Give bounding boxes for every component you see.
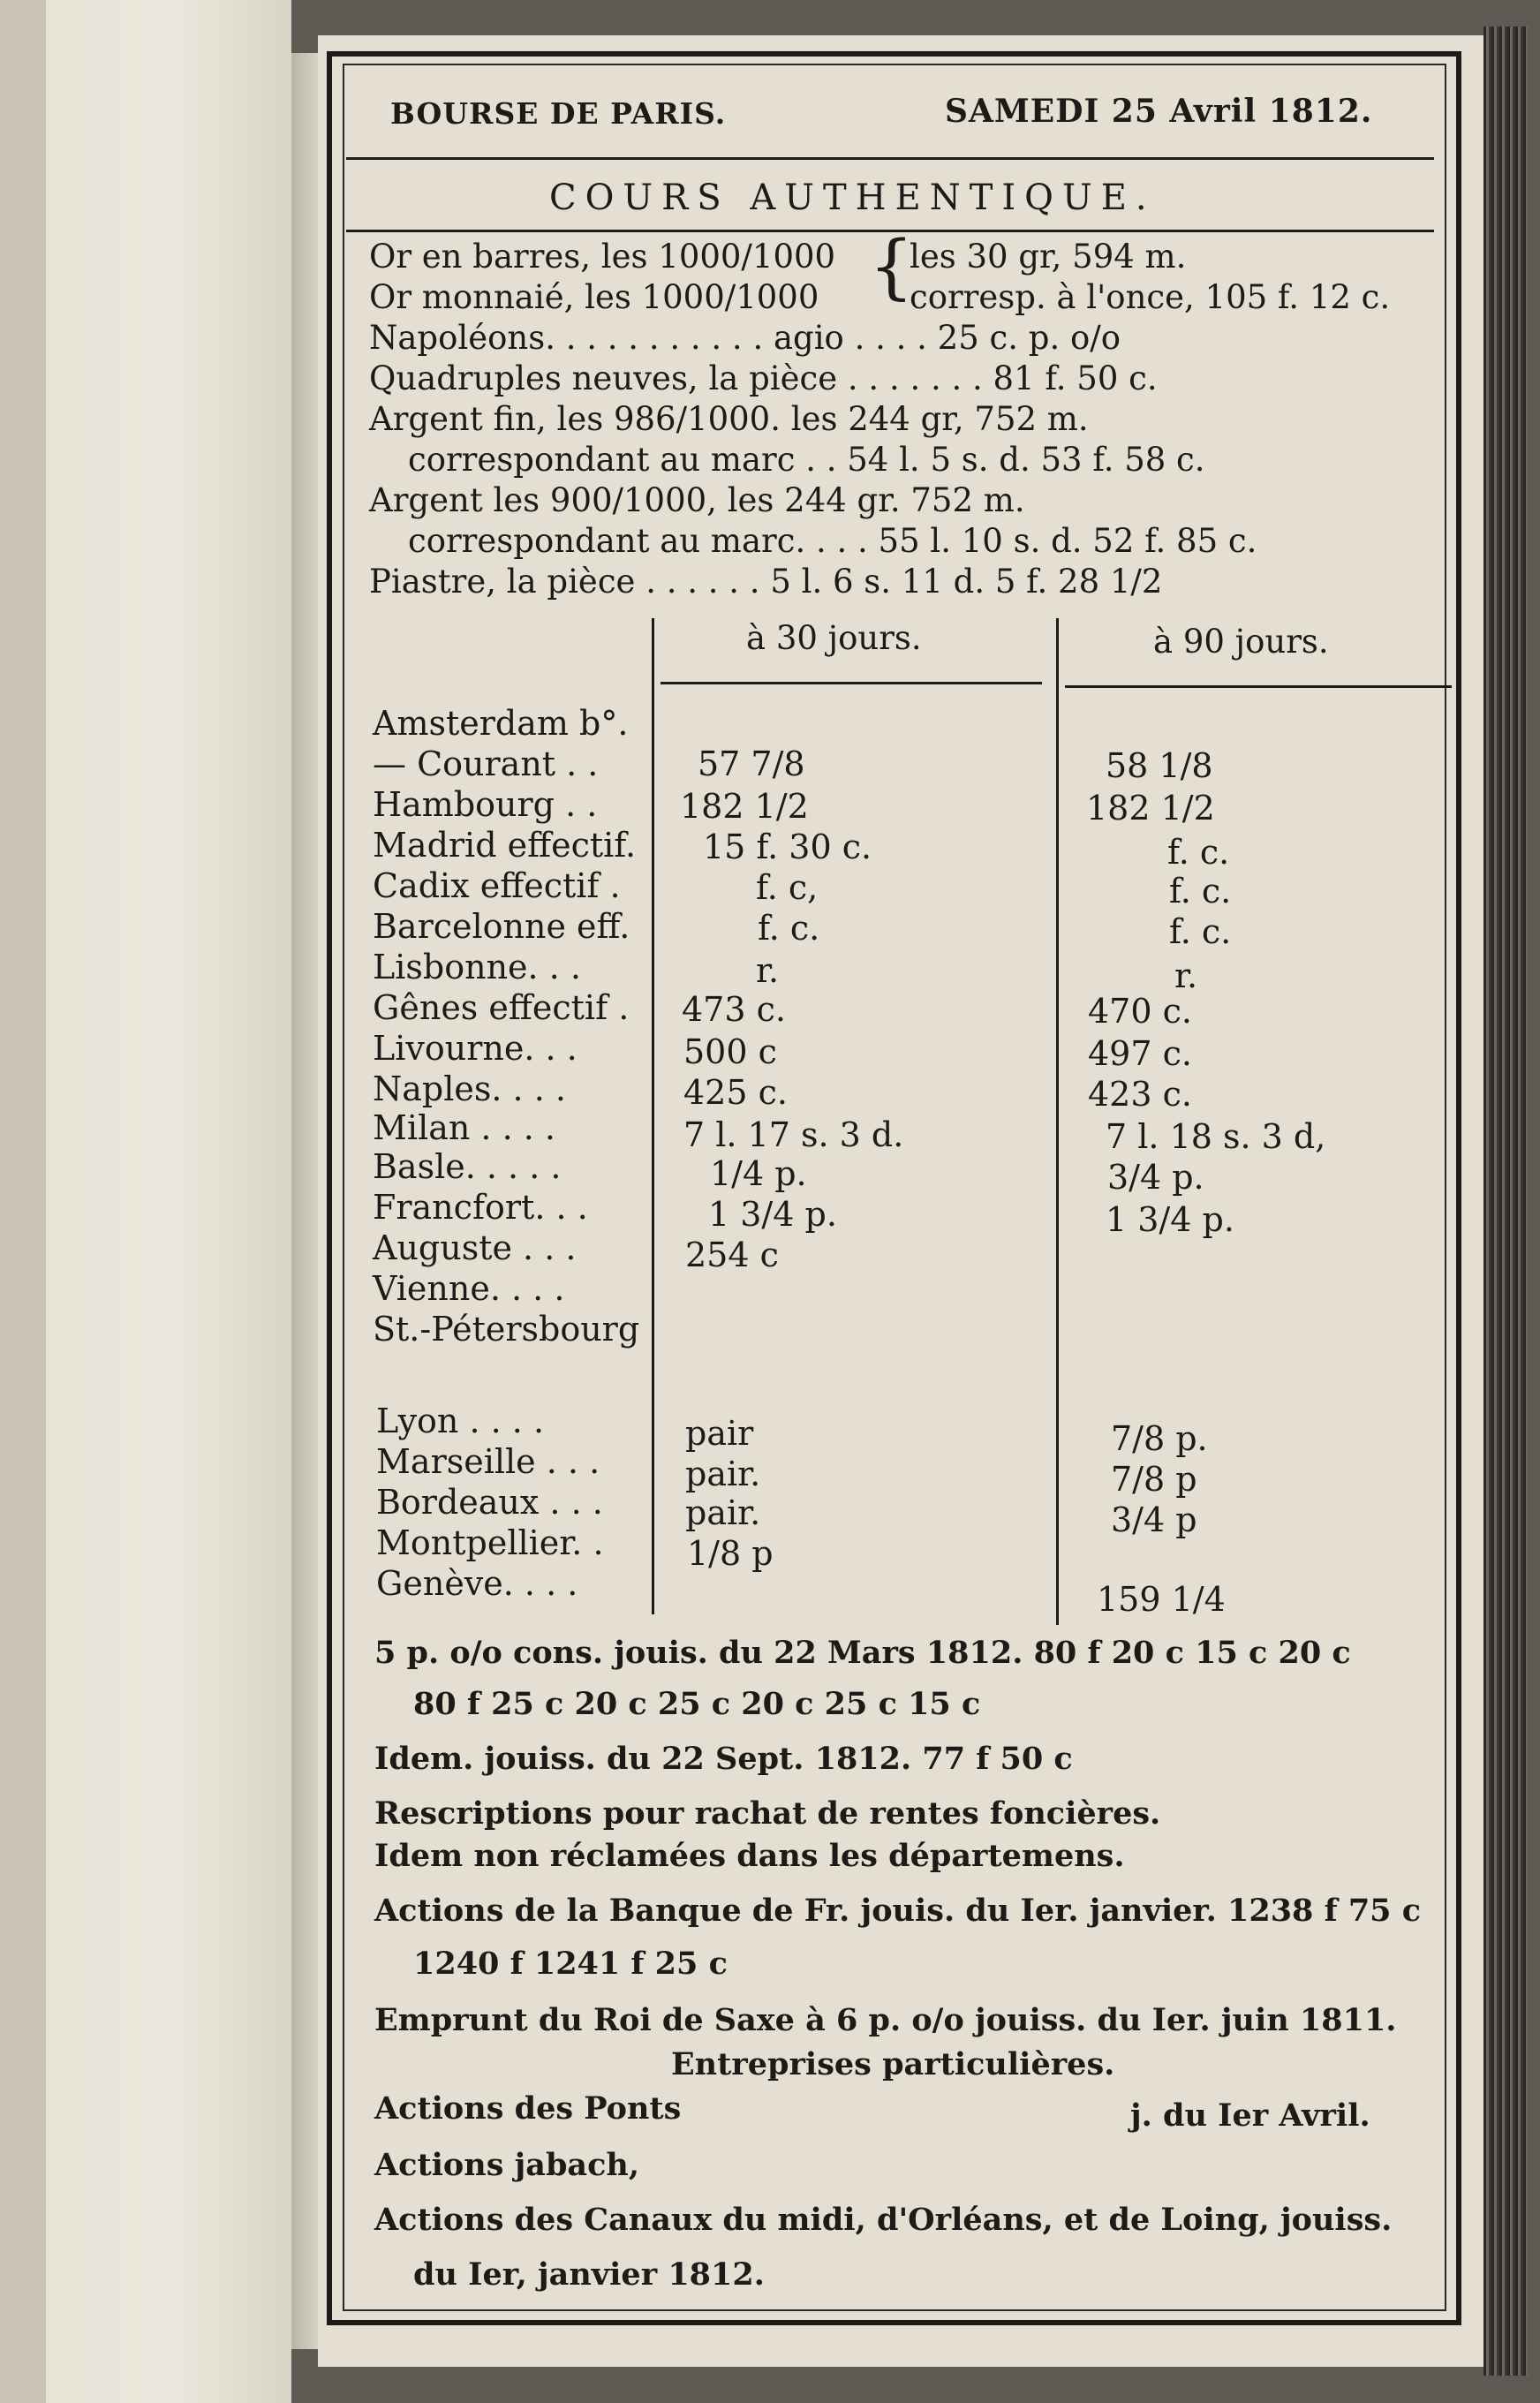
sec-line-5: Idem non réclamées dans les départemens.: [374, 1838, 1125, 1874]
metal-line-3: Napoléons. . . . . . . . . . . agio . . . . 25 c. p. o/o: [369, 319, 1121, 357]
sec-line-7: 1240 f 1241 f 25 c: [413, 1946, 728, 1982]
place-auguste: Auguste . . .: [373, 1228, 577, 1267]
rate30-genes: 473 c.: [682, 990, 786, 1029]
rate30-barcelonne: f. c.: [758, 909, 820, 948]
rate30-naples: 425 c.: [683, 1073, 788, 1112]
metal-line-7: Argent les 900/1000, les 244 gr. 752 m.: [369, 481, 1025, 519]
place-lisbonne: Lisbonne. . .: [373, 948, 581, 986]
sec-line-4: Rescriptions pour rachat de rentes foncières.: [374, 1795, 1161, 1832]
sec-line-3: Idem. jouiss. du 22 Sept. 1812. 77 f 50 c: [374, 1741, 1073, 1777]
rate30-marseille: pair.: [685, 1455, 761, 1493]
rate90-naples: 423 c.: [1088, 1075, 1192, 1114]
gold-brace-line-1: les 30 gr, 594 m.: [910, 238, 1187, 276]
sec-line-13: Actions des Canaux du midi, d'Orléans, et de Loing, jouiss.: [374, 2202, 1393, 2238]
sec-line-12: Actions jabach,: [374, 2147, 640, 2183]
metal-line-9: Piastre, la pièce . . . . . . 5 l. 6 s. 11 d. 5 f. 28 1/2: [369, 563, 1163, 601]
place-st-petersbourg: St.-Pétersbourg: [373, 1310, 640, 1349]
sec-line-9: Entreprises particulières.: [671, 2046, 1115, 2082]
place-basle: Basle. . . . .: [373, 1147, 562, 1186]
rate90-livourne: 497 c.: [1088, 1034, 1192, 1073]
place-naples: Naples. . . .: [373, 1069, 566, 1108]
sec-line-11: j. du Ier Avril.: [1130, 2097, 1370, 2134]
rate90-geneve: 159 1/4: [1097, 1580, 1226, 1619]
rate90-lyon: 7/8 p.: [1111, 1419, 1208, 1458]
place-marseille: Marseille . . .: [376, 1442, 600, 1481]
rate90-courant: 58 1/8: [1106, 746, 1213, 785]
col-rule-30: [661, 682, 1042, 684]
col-header-30: à 30 jours.: [746, 619, 922, 657]
metal-line-4: Quadruples neuves, la pièce . . . . . . . 81 f. 50 c.: [369, 359, 1158, 397]
rate90-cadix: f. c.: [1169, 872, 1232, 911]
place-lyon: Lyon . . . .: [376, 1402, 545, 1440]
rate30-francfort: 1 3/4 p.: [708, 1195, 837, 1234]
place-geneve: Genève. . . .: [376, 1564, 578, 1603]
place-genes: Gênes effectif .: [373, 988, 630, 1027]
left-page-edge: [0, 0, 46, 2403]
rate30-livourne: 500 c: [683, 1032, 777, 1071]
rate30-madrid: 15 f. 30 c.: [703, 827, 872, 866]
sec-line-8: Emprunt du Roi de Saxe à 6 p. o/o jouiss. du Ier. juin 1811.: [374, 2002, 1397, 2038]
rate30-hambourg: 182 1/2: [680, 787, 809, 826]
rate30-bordeaux: pair.: [685, 1493, 761, 1532]
place-montpellier: Montpellier. .: [376, 1523, 604, 1562]
rate30-basle: 1/4 p.: [710, 1154, 807, 1193]
place-hambourg: Hambourg . .: [373, 785, 598, 824]
place-madrid: Madrid effectif.: [373, 826, 637, 865]
place-barcelonne: Barcelonne eff.: [373, 907, 630, 946]
rate90-milan: 7 l. 18 s. 3 d,: [1106, 1117, 1326, 1156]
place-milan: Milan . . . .: [373, 1108, 555, 1147]
col-rule-90: [1065, 685, 1452, 688]
sec-line-14: du Ier, janvier 1812.: [413, 2256, 765, 2293]
rate90-madrid: f. c.: [1167, 833, 1230, 872]
rate30-milan: 7 l. 17 s. 3 d.: [683, 1115, 904, 1154]
place-cadix: Cadix effectif .: [373, 866, 621, 905]
rate90-barcelonne: f. c.: [1169, 912, 1232, 951]
gold-brace-line-2: corresp. à l'once, 105 f. 12 c.: [910, 278, 1391, 316]
place-francfort: Francfort. . .: [373, 1188, 588, 1227]
rate30-auguste: 254 c: [685, 1236, 779, 1274]
rate30-lyon: pair: [685, 1414, 754, 1453]
table-divider-1: [652, 618, 654, 1614]
place-vienne: Vienne. . . .: [373, 1269, 565, 1308]
place-amsterdam: Amsterdam b°.: [373, 704, 629, 743]
col-header-90: à 90 jours.: [1153, 623, 1329, 661]
rate30-courant: 57 7/8: [698, 744, 805, 783]
rate30-montpellier: 1/8 p: [687, 1534, 774, 1573]
place-bordeaux: Bordeaux . . .: [376, 1483, 603, 1522]
sec-line-2: 80 f 25 c 20 c 25 c 20 c 25 c 15 c: [413, 1686, 981, 1722]
metal-line-2: Or monnaié, les 1000/1000: [369, 278, 819, 316]
table-divider-2: [1056, 618, 1059, 1625]
header-rule: [346, 157, 1434, 160]
metal-line-6: correspondant au marc . . 54 l. 5 s. d. 53 f. 58 c.: [408, 441, 1205, 479]
rate90-genes: 470 c.: [1088, 992, 1192, 1031]
rate30-lisbonne: r.: [756, 951, 780, 990]
metal-line-1: Or en barres, les 1000/1000: [369, 238, 836, 276]
rate90-marseille: 7/8 p: [1111, 1460, 1197, 1499]
sec-line-6: Actions de la Banque de Fr. jouis. du Ier. janvier. 1238 f 75 c: [374, 1893, 1422, 1929]
rate90-lisbonne: r.: [1174, 956, 1198, 995]
rate90-hambourg: 182 1/2: [1086, 789, 1215, 827]
metal-line-5: Argent fin, les 986/1000. les 244 gr, 752 m.: [369, 400, 1089, 438]
rate90-bordeaux: 3/4 p: [1111, 1500, 1197, 1539]
page-edges: [1483, 26, 1528, 2376]
brace-symbol: {: [869, 225, 914, 307]
metal-line-8: correspondant au marc. . . . 55 l. 10 s. d. 52 f. 85 c.: [408, 522, 1257, 560]
sec-line-1: 5 p. o/o cons. jouis. du 22 Mars 1812. 80 f 20 c 15 c 20 c: [374, 1635, 1351, 1671]
header-right: SAMEDI 25 Avril 1812.: [945, 93, 1373, 130]
rate90-francfort: 1 3/4 p.: [1106, 1200, 1234, 1239]
place-courant: — Courant . .: [373, 744, 599, 783]
page-title: COURS AUTHENTIQUE.: [549, 178, 1156, 218]
sec-line-10: Actions des Ponts: [374, 2090, 682, 2127]
header-left: BOURSE DE PARIS.: [390, 96, 727, 131]
rate30-cadix: f. c,: [756, 868, 819, 907]
place-livourne: Livourne. . .: [373, 1029, 578, 1068]
rate90-basle: 3/4 p.: [1107, 1158, 1204, 1197]
